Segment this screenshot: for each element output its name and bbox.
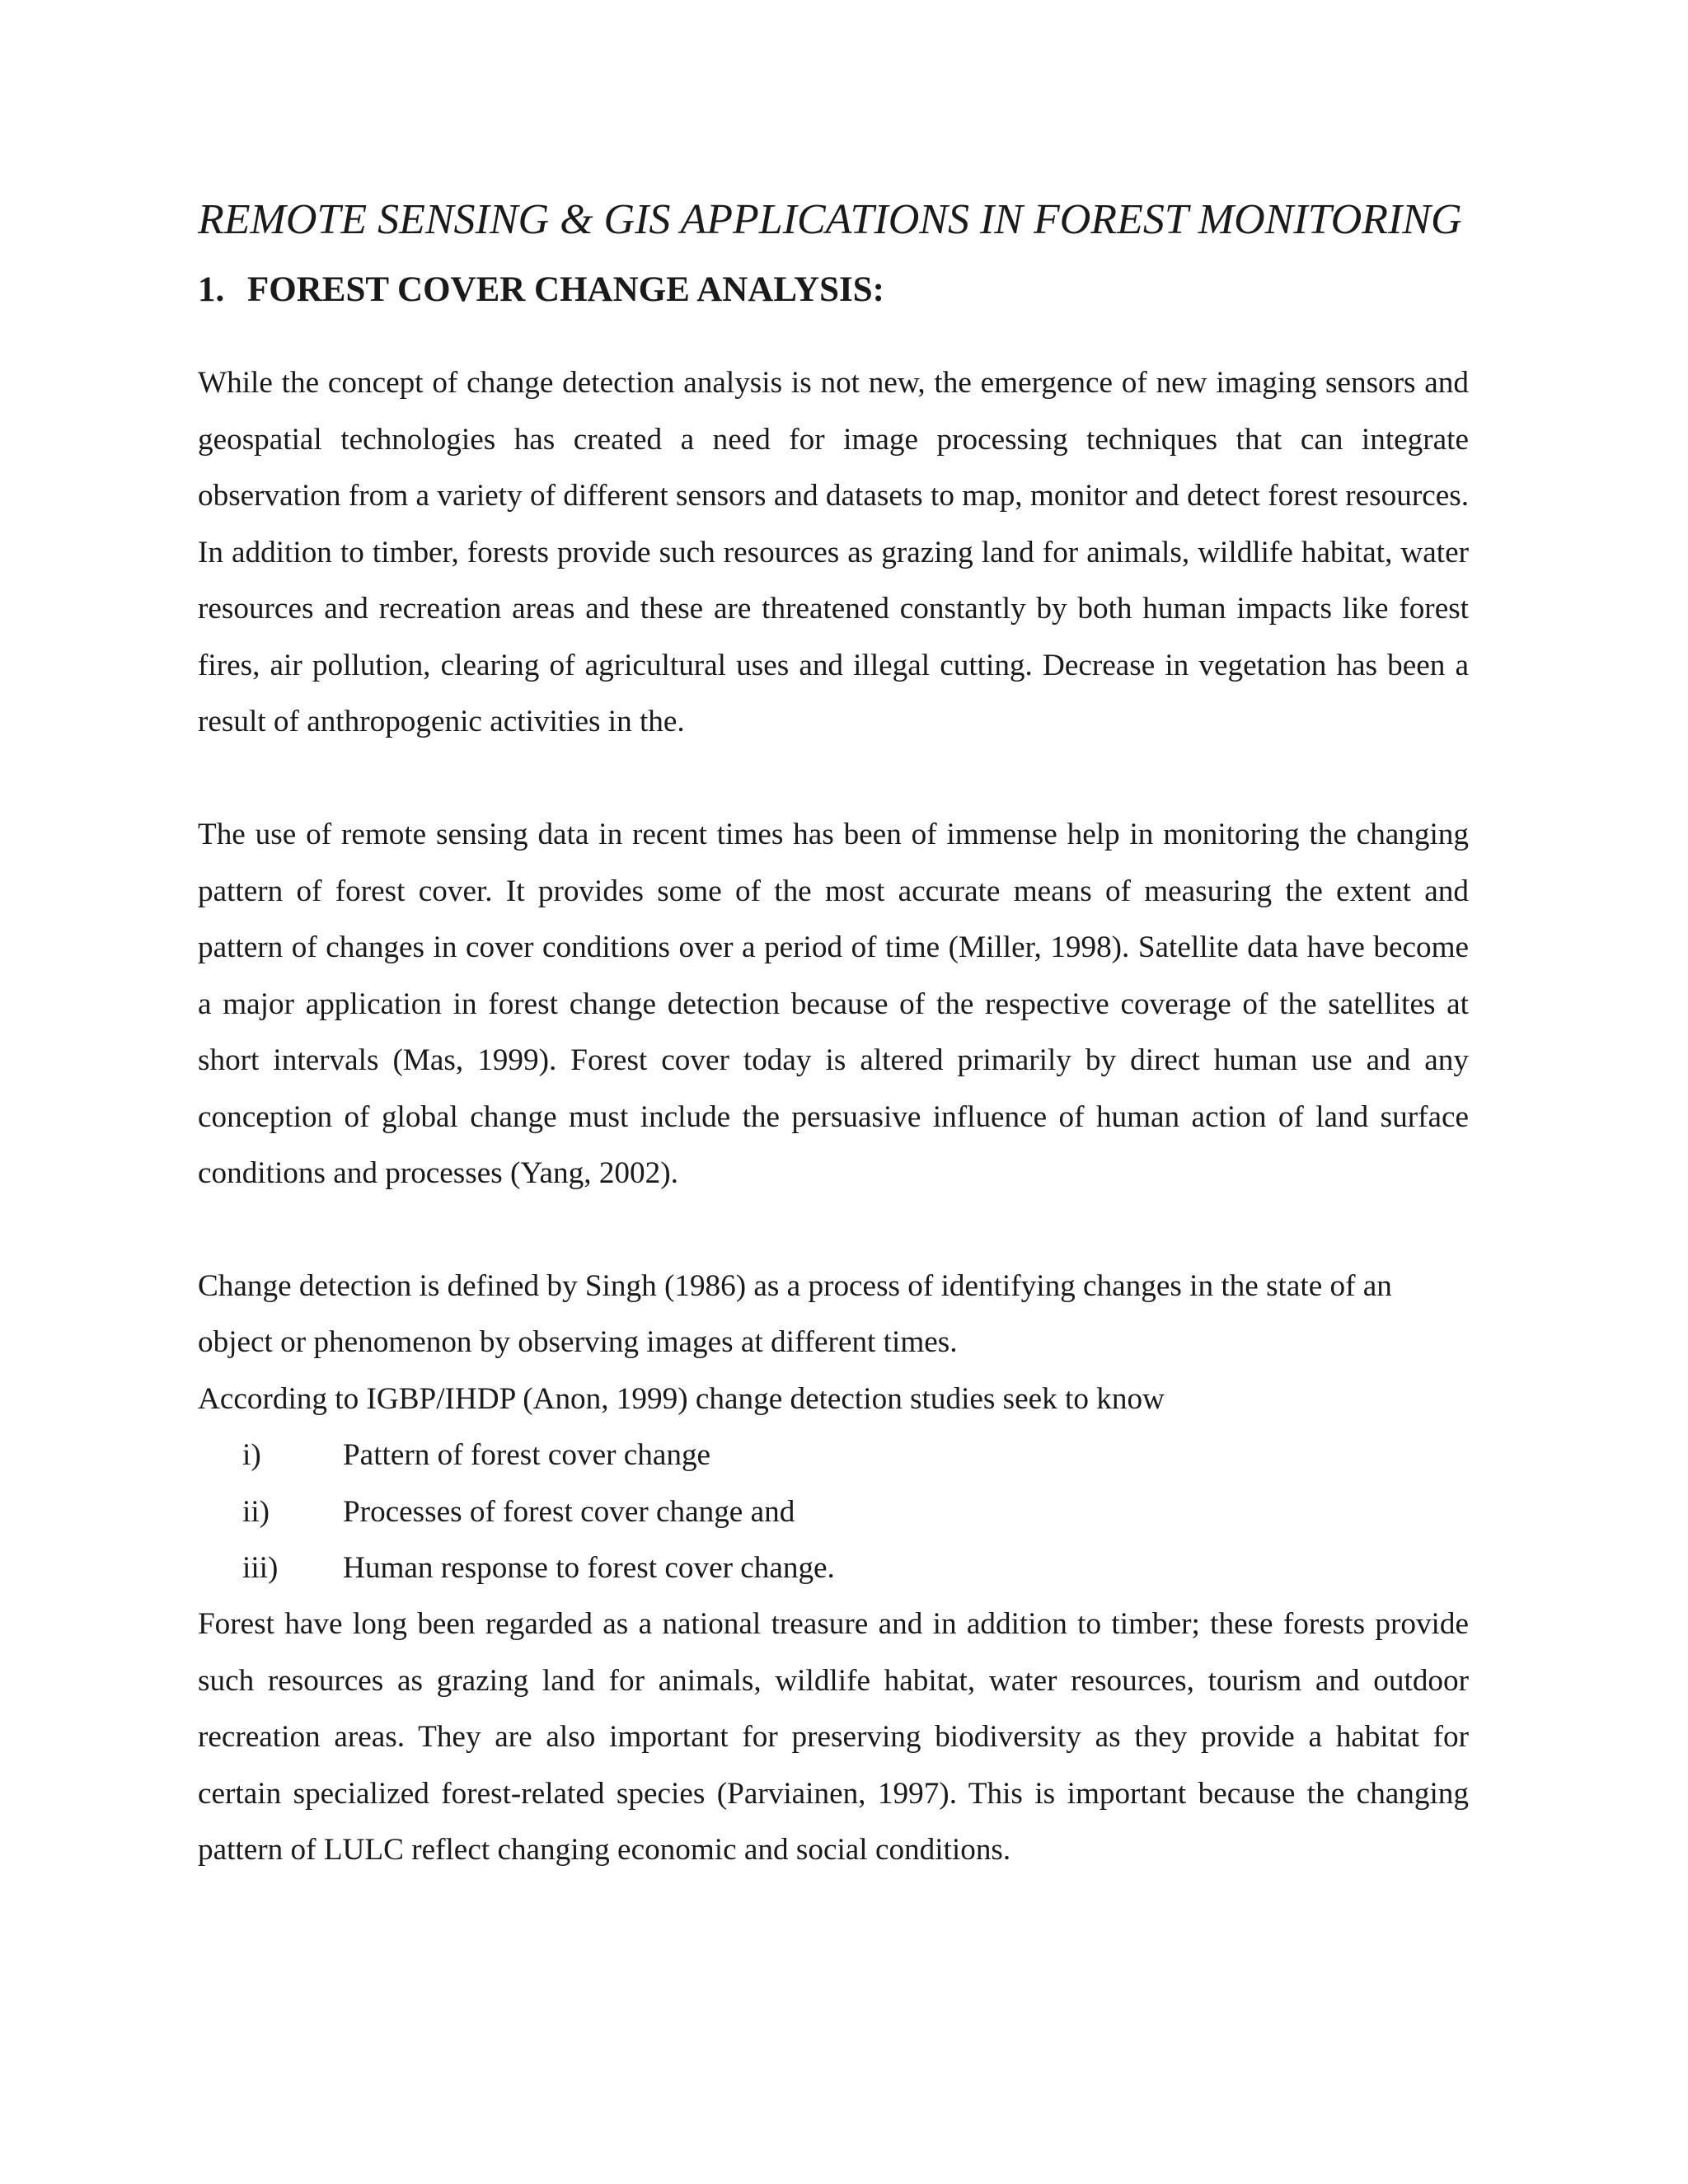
list-item-text: Pattern of forest cover change [343,1438,711,1472]
document-title: REMOTE SENSING & GIS APPLICATIONS IN FOREST MONITORING [198,196,1462,243]
section-heading [198,265,884,315]
section-number: 1. [198,270,225,309]
paragraph-remote-sensing-use: The use of remote sensing data in recent times has been of immense help in monitoring the changing pattern of forest cover. It provides some of the most accurate means of measuring the extent and pattern of changes in cover conditions over a period of time (Miller, 1998). Satellite data have become a major application in forest change detection because of the respective coverage of the satellites at short intervals (Mas, 1999). Forest cover today is altered primarily by direct human use and any conception of global change must include the persuasive influence of human action of land surface conditions and processes (Yang, 2002). [198,818,1469,1190]
paragraph-change-detection-intro: While the concept of change detection analysis is not new, the emergence of new imaging sensors and geospatial technologies has created a need for image processing techniques that can integrate observation from a variety of different sensors and datasets to map, monitor and detect forest resources. In addition to timber, forests provide such resources as grazing land for animals, wildlife habitat, water resources and recreation areas and these are threatened constantly by both human impacts like forest fires, air pollution, clearing of agricultural uses and illegal cutting. Decrease in vegetation has been a result of anthropogenic activities in the. [198,366,1469,738]
paragraph-singh-definition-line-2: object or phenomenon by observing images at different times. [198,1325,958,1359]
list-marker: iii) [242,1551,279,1585]
list-marker: ii) [242,1494,270,1529]
paragraph-igbp-intro: According to IGBP/IHDP (Anon, 1999) change detection studies seek to know [198,1382,1165,1416]
paragraph-singh-definition-line-1: Change detection is defined by Singh (1986) as a process of identifying changes in the state of an [198,1269,1392,1303]
section-heading-text: FOREST COVER CHANGE ANALYSIS: [247,270,884,309]
list-item-text: Human response to forest cover change. [343,1551,835,1585]
list-item-text: Processes of forest cover change and [343,1494,795,1529]
paragraph-forest-treasure: Forest have long been regarded as a national treasure and in addition to timber; these forests provide such resources as grazing land for animals, wildlife habitat, water resources, tourism and outdoor recreation areas. They are also important for preserving biodiversity as they provide a habitat for certain specialized forest-related species (Parviainen, 1997). This is important because the changing pattern of LULC reflect changing economic and social conditions. [198,1607,1469,1867]
list-marker: i) [242,1438,261,1472]
